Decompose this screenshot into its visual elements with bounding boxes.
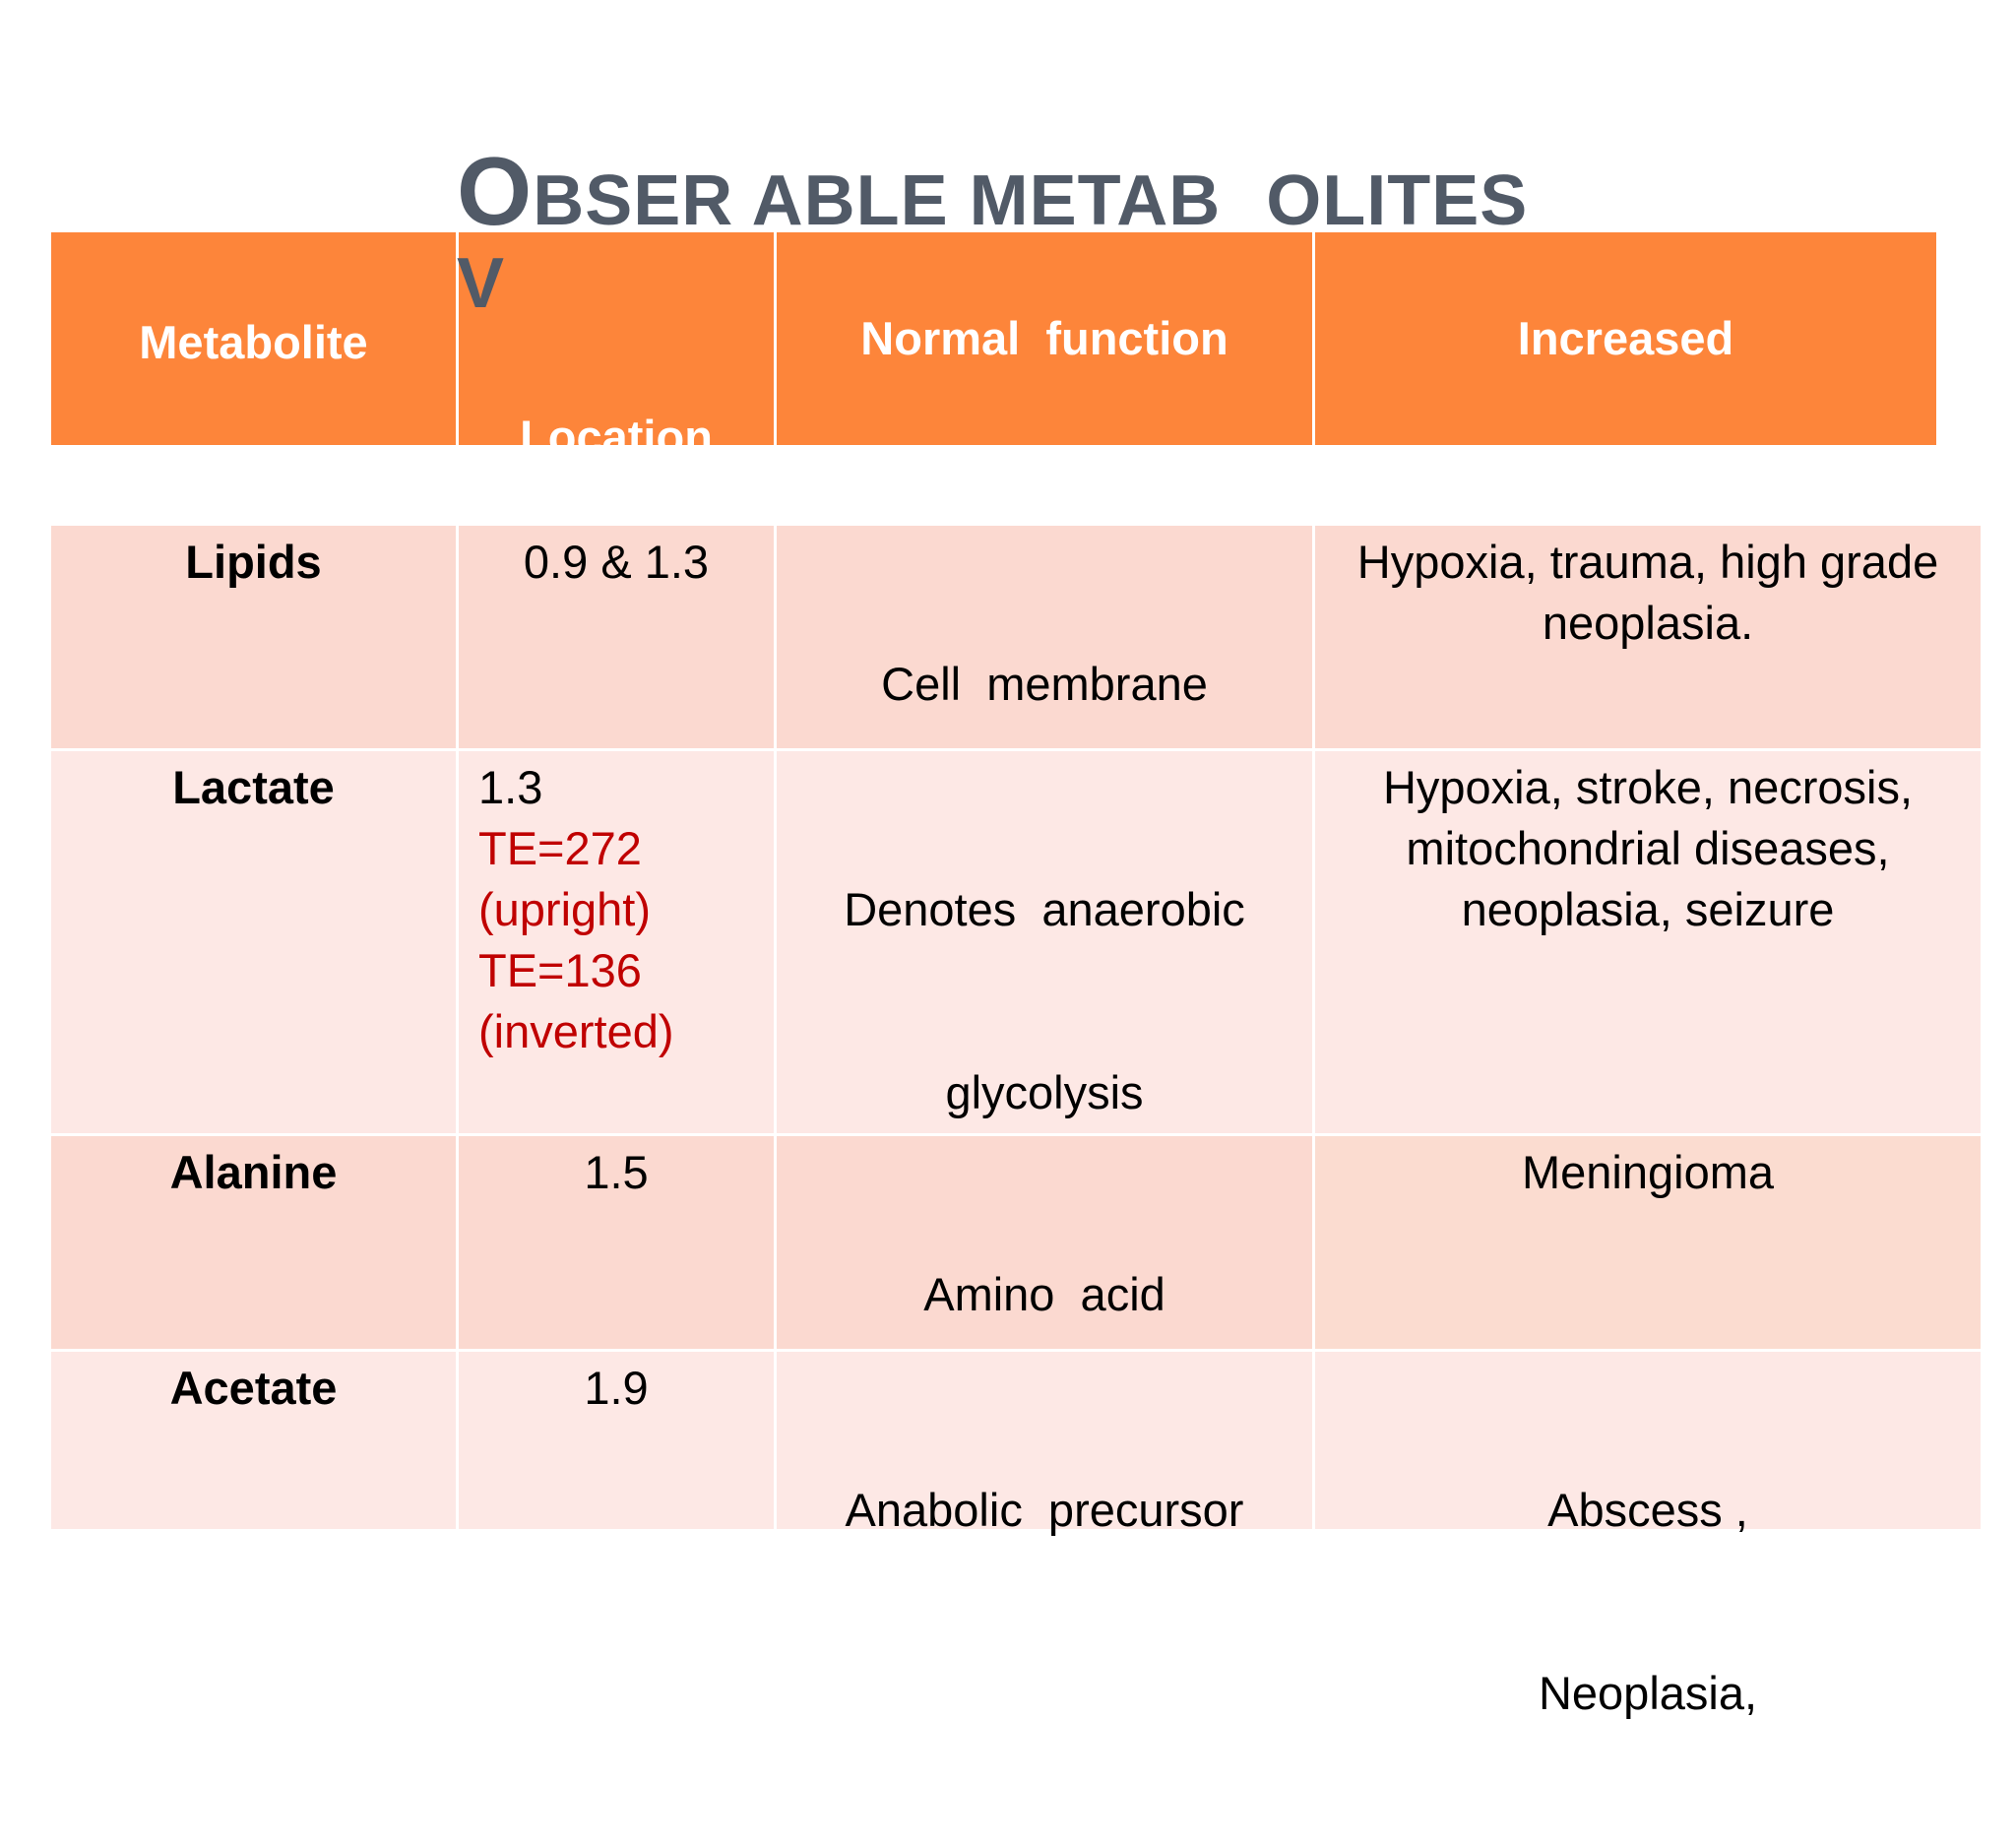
table-row-alanine-function: [777, 1136, 1312, 1349]
slide-title: [457, 136, 1736, 256]
table-row-lactate-increased: [1315, 751, 1981, 1133]
header-cell-metabolite: [51, 232, 456, 445]
function-line: Anabolic precursor: [845, 1484, 1244, 1536]
header-cell-increased: [1315, 232, 1936, 445]
table-row-lactate-location: [459, 751, 774, 1133]
title-part3: OLITES: [1266, 161, 1529, 240]
title-part2: ABLE METAB: [751, 161, 1222, 240]
header-location: Location: [520, 411, 713, 463]
location-note: TE=272: [478, 822, 642, 874]
header-increased: Increased: [1517, 312, 1734, 364]
header-cell-function: [777, 232, 1312, 445]
title-part1: BSER: [533, 161, 734, 240]
title-initial: O: [457, 137, 534, 245]
location-value: 1.9: [584, 1362, 649, 1414]
table-row-lipids-location: [459, 526, 774, 748]
increased-line: Hypoxia, trauma, high grade: [1356, 536, 1939, 588]
increased-line: neoplasia, seizure: [1461, 883, 1835, 935]
increased-line: Neoplasia,: [1538, 1667, 1758, 1719]
header-normal-function: Normal function: [860, 312, 1228, 364]
function-line: Denotes anaerobic: [844, 883, 1245, 935]
metabolite-name: Acetate: [169, 1362, 338, 1414]
location-note: TE=136: [478, 944, 642, 996]
location-note: (inverted): [478, 1005, 674, 1057]
increased-line: mitochondrial diseases,: [1406, 822, 1890, 874]
function-line: Cell membrane: [881, 658, 1208, 710]
metabolite-name: Alanine: [169, 1146, 338, 1198]
header-metabolite: Metabolite: [139, 316, 368, 368]
table-row-lipids-function: [777, 526, 1312, 748]
increased-line: Hypoxia, stroke, necrosis,: [1382, 761, 1914, 813]
location-value: 0.9 & 1.3: [523, 536, 710, 588]
increased-line: neoplasia.: [1542, 597, 1754, 649]
table-row-acetate-location: [459, 1352, 774, 1529]
table-row-acetate-increased: [1315, 1352, 1981, 1719]
location-value: 1.5: [584, 1146, 649, 1198]
location-value: 1.3: [478, 761, 543, 813]
table-row-lipids-metabolite: [51, 526, 456, 748]
header-cell-location: [459, 232, 774, 463]
table-row-alanine-increased: [1315, 1136, 1981, 1349]
table-row-lactate-metabolite: [51, 751, 456, 1133]
title-stray-letter: V: [457, 244, 505, 323]
metabolite-name: Lipids: [185, 536, 322, 588]
table-row-alanine-location: [459, 1136, 774, 1349]
table-row-acetate-metabolite: [51, 1352, 456, 1529]
location-note: (upright): [478, 883, 652, 935]
increased-line: Meningioma: [1521, 1146, 1775, 1198]
function-line: Amino acid: [923, 1268, 1166, 1320]
table-row-alanine-metabolite: [51, 1136, 456, 1349]
function-line: glycolysis: [945, 1066, 1144, 1118]
increased-line: Abscess ,: [1547, 1484, 1748, 1536]
table-row-lipids-increased: [1315, 526, 1981, 748]
table-row-acetate-function: [777, 1352, 1312, 1536]
table-row-lactate-function: [777, 751, 1312, 1133]
metabolite-name: Lactate: [172, 761, 335, 813]
